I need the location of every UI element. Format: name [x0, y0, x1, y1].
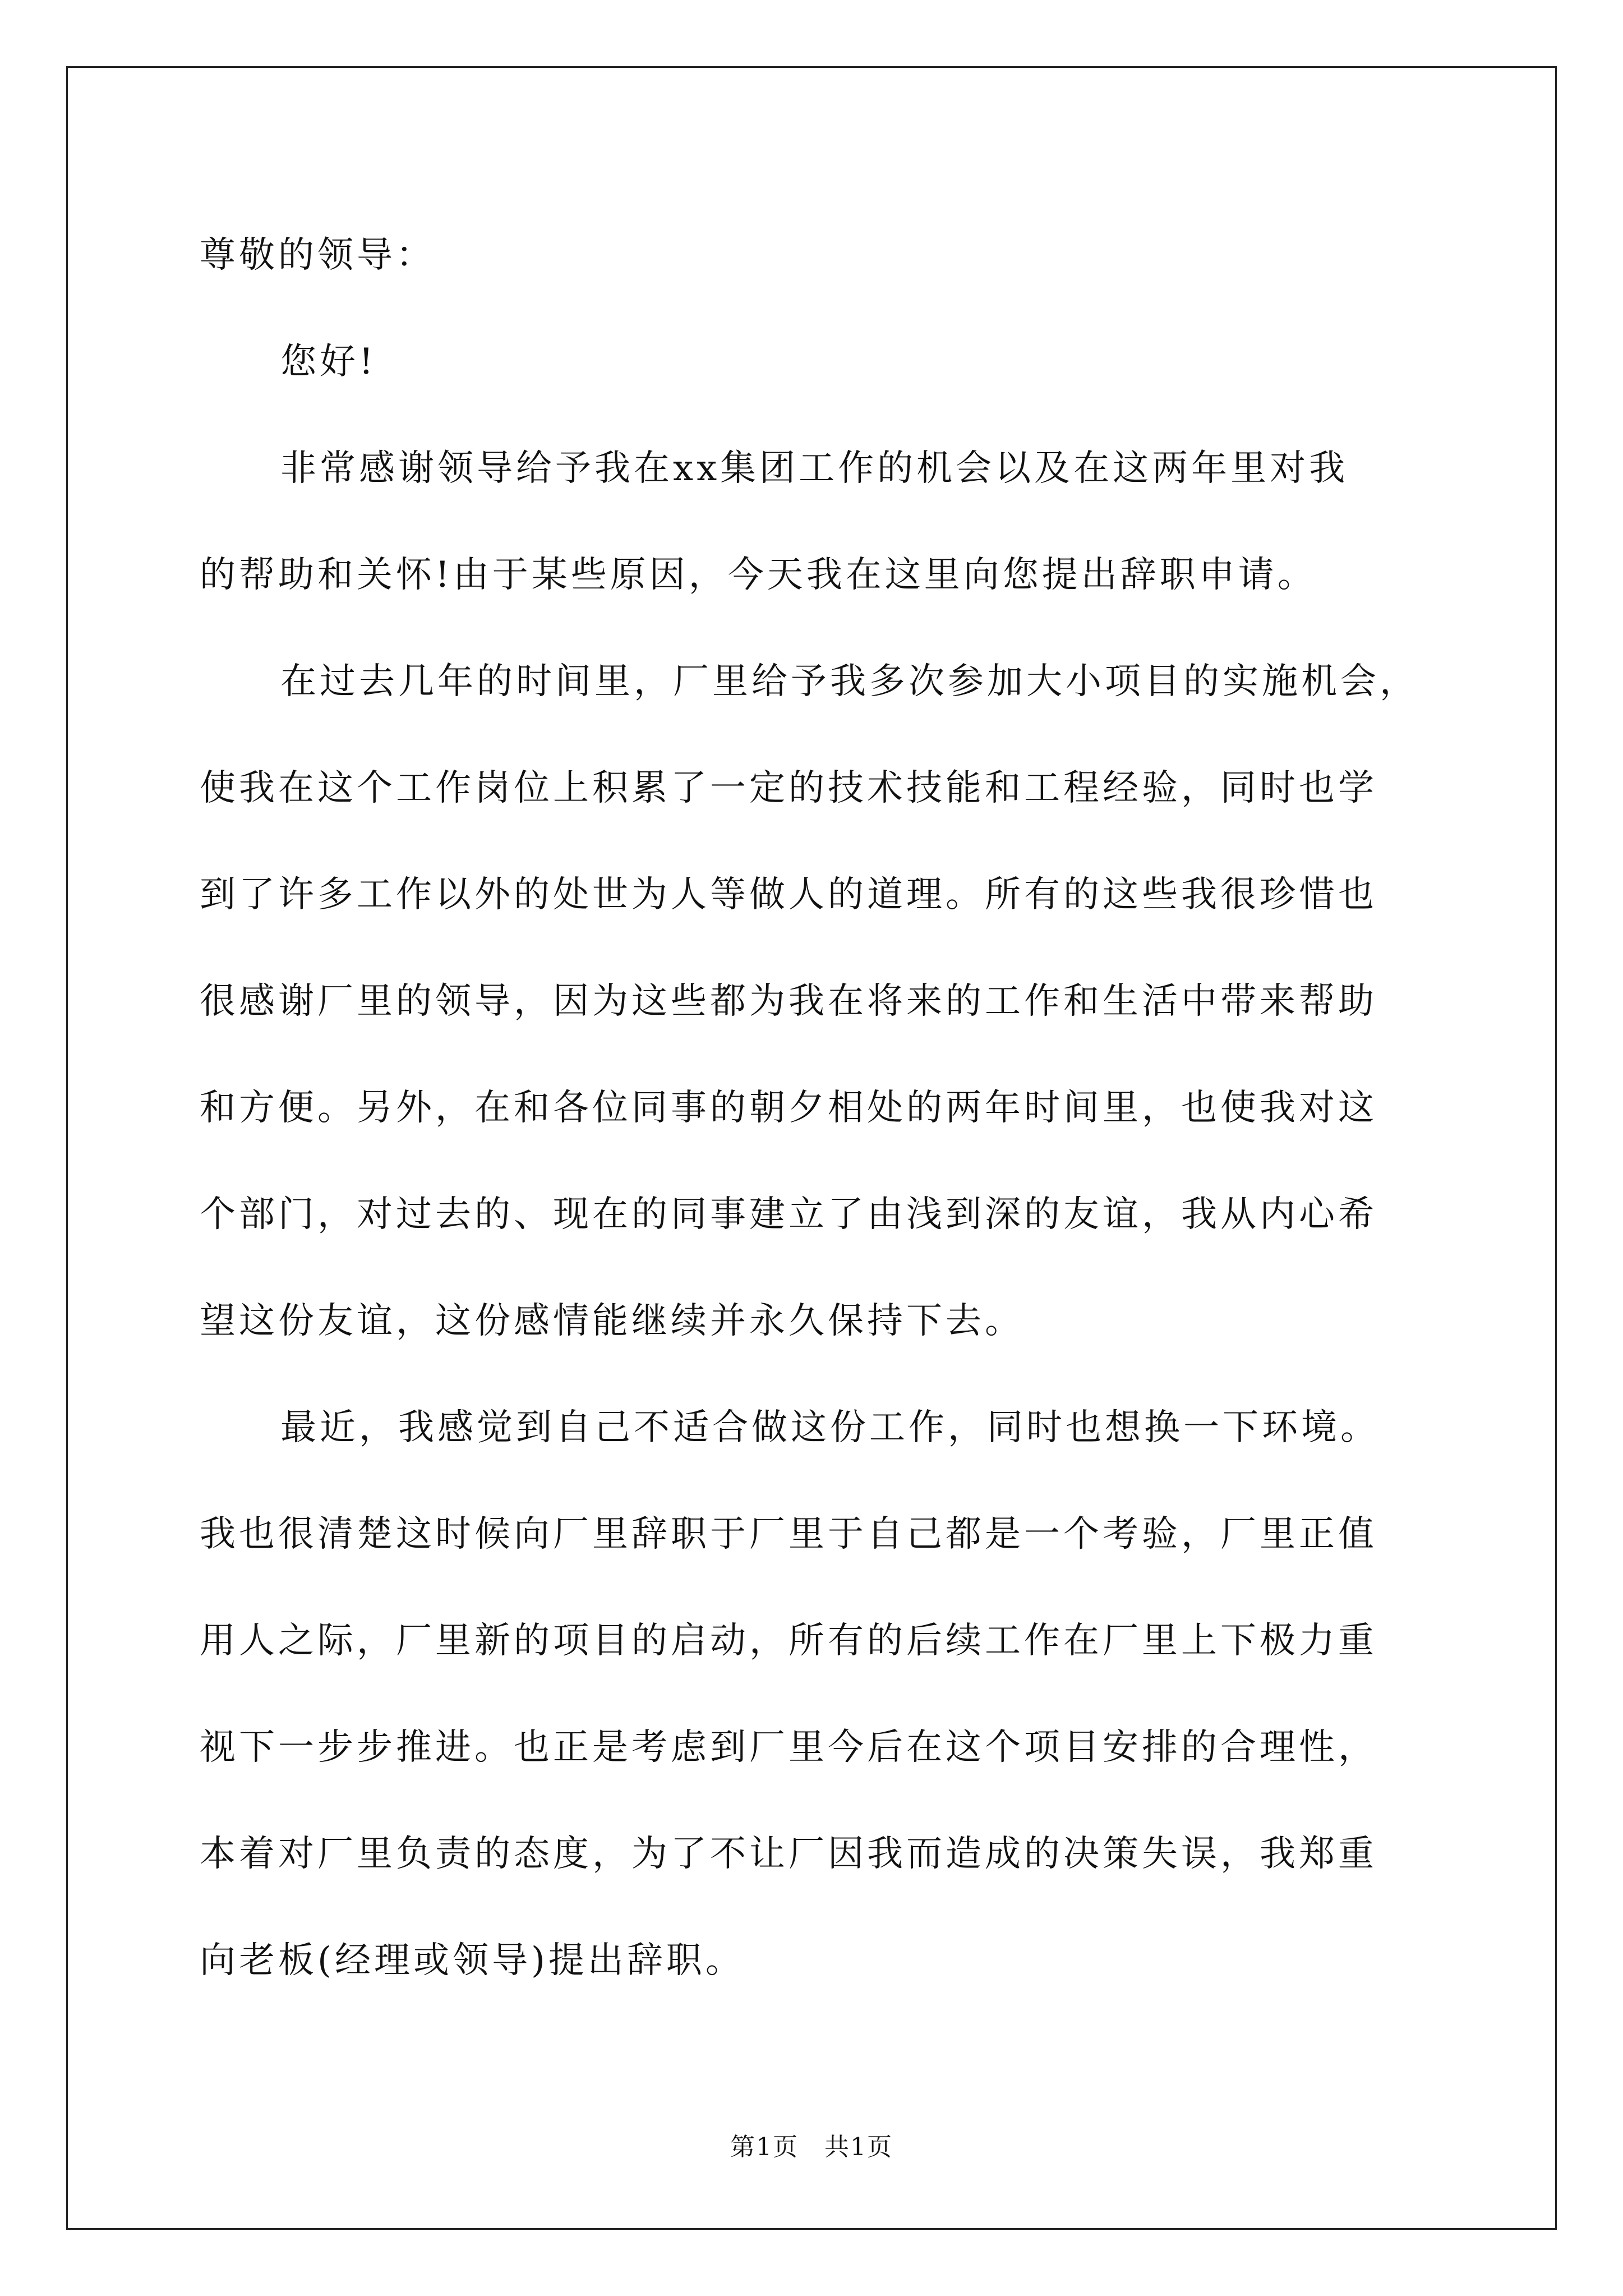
paragraph-1-line-1: 非常感谢领导给予我在xx集团工作的机会以及在这两年里对我 — [280, 448, 1349, 489]
paragraph-3-line-4: 视下一步步推进。也正是考虑到厂里今后在这个项目安排的合理性， — [200, 1727, 1377, 1768]
page-footer: 第1页 共1页 — [730, 2133, 893, 2161]
paragraph-3-line-2: 我也很清楚这时候向厂里辞职于厂里于自己都是一个考验，厂里正值 — [200, 1513, 1377, 1555]
paragraph-2-line-4: 很感谢厂里的领导，因为这些都为我在将来的工作和生活中带来帮助 — [200, 981, 1377, 1022]
paragraph-2-line-2: 使我在这个工作岗位上积累了一定的技术技能和工程经验，同时也学 — [200, 767, 1377, 809]
paragraph-2-line-5: 和方便。另外，在和各位同事的朝夕相处的两年时间里，也使我对这 — [200, 1087, 1377, 1129]
page-border — [66, 66, 1557, 2230]
paragraph-2-line-3: 到了许多工作以外的处世为人等做人的道理。所有的这些我很珍惜也 — [200, 874, 1377, 915]
paragraph-3-line-3: 用人之际，厂里新的项目的启动，所有的后续工作在厂里上下极力重 — [200, 1620, 1377, 1662]
paragraph-1-line-2: 的帮助和关怀!由于某些原因，今天我在这里向您提出辞职申请。 — [200, 554, 1317, 596]
paragraph-3-line-5: 本着对厂里负责的态度，为了不让厂因我而造成的决策失误，我郑重 — [200, 1833, 1377, 1875]
paragraph-2-line-7: 望这份友谊，这份感情能继续并永久保持下去。 — [200, 1300, 1024, 1342]
paragraph-2-line-1: 在过去几年的时间里，厂里给予我多次参加大小项目的实施机会， — [280, 661, 1419, 702]
salutation: 尊敬的领导： — [200, 234, 435, 276]
paragraph-2-line-6: 个部门，对过去的、现在的同事建立了由浅到深的友谊，我从内心希 — [200, 1194, 1377, 1235]
greeting: 您好! — [280, 341, 377, 383]
paragraph-3-line-6: 向老板(经理或领导)提出辞职。 — [200, 1940, 745, 1981]
paragraph-3-line-1: 最近，我感觉到自己不适合做这份工作，同时也想换一下环境。 — [280, 1407, 1380, 1448]
